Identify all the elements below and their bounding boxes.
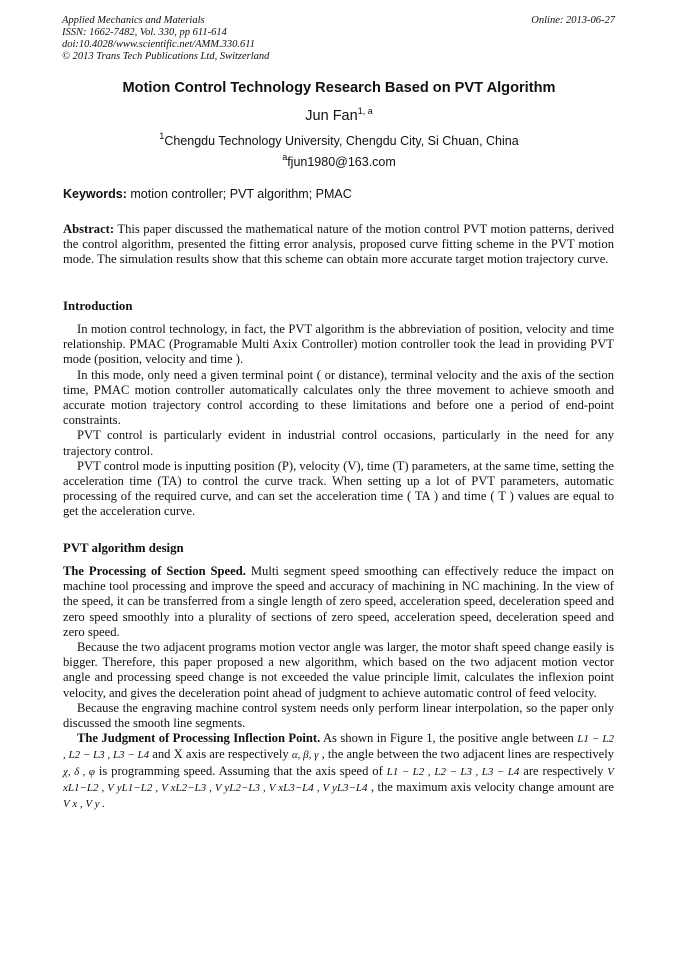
author-name: Jun Fan xyxy=(305,108,358,124)
intro-paragraph: In motion control technology, in fact, the PVT algorithm is the abbreviation of position, velocity and time relationship. PMAC (Programable Multi Axix Controller) motion controller took the lead in providing PVT mode (position, velocity and time ). xyxy=(63,322,614,367)
intro-paragraph: PVT control mode is inputting position (P), velocity (V), time (T) parameters, at the same time, setting the acceleration time (TA) to control the curve track. When setting up a lot of PVT parameters, automatic processing of the required curve, and can set the acceleration time ( TA ) and time ( T ) values are equal to get the acceleration curve. xyxy=(63,458,614,519)
design-paragraph: Because the two adjacent programs motion vector angle was larger, the motor shaft speed change easily is bigger. Therefore, this paper proposed a new algorithm, which based on the two adjacent motion vector angle and processing speed change is not exceeded the value principle limit, calculates the inflexion point velocity, and gives the deceleration point ahead of judgment to achieve automatic control of feed velocity. xyxy=(63,640,614,700)
math-adjacent-angles: χ, δ , φ xyxy=(63,765,95,778)
journal-header xyxy=(62,15,269,63)
design-paragraph: Because the engraving machine control system needs only perform linear interpolation, so the paper only discussed the smooth line segments. xyxy=(63,700,614,731)
subheading-section-speed: The Processing of Section Speed. xyxy=(63,564,246,578)
design-body xyxy=(63,564,614,812)
introduction-body xyxy=(63,322,614,520)
paper-title: Motion Control Technology Research Based on PVT Algorithm xyxy=(122,80,556,96)
keywords-label: Keywords: xyxy=(63,187,127,201)
design-paragraph: The Processing of Section Speed. Multi segment speed smoothing can effectively reduce the impact on machine tool processing and improve the speed and accuracy of machining in NC machining. In the view of the speed, it can be transferred from a single length of zero speed, acceleration speed, deceleration speed and zero speed smoothly into a plurality of sections of zero speed, acceleration speed, deceleration speed and zero speed. xyxy=(63,564,614,639)
affiliation-sup: 1 xyxy=(159,131,165,141)
introduction-heading: Introduction xyxy=(63,299,133,313)
abstract-label: Abstract: xyxy=(63,222,115,236)
math-vmax: V x , V y . xyxy=(63,798,106,811)
online-date: Online: 2013-06-27 xyxy=(531,15,615,26)
math-segments: L1 − L2 , L2 − L3 , L3 − L4 xyxy=(63,733,614,762)
affiliation-text: Chengdu Technology University, Chengdu City, Si Chuan, China xyxy=(164,134,519,148)
journal-name: Applied Mechanics and Materials xyxy=(62,15,205,26)
author-line xyxy=(0,106,678,124)
math-segment-l1l2: L1 − L2 , xyxy=(386,765,431,778)
issn-line: ISSN: 1662-7482, Vol. 330, pp 611-614 xyxy=(62,27,227,38)
intro-paragraph: In this mode, only need a given terminal point ( or distance), terminal velocity and the axis of the section time, PMAC motion controller automatically calculates only the three movement to achieve smooth and accurate motion trajectory control according to these limitations and before one a period of end-point constraints. xyxy=(63,367,614,428)
math-segment-rest: L2 − L3 , L3 − L4 xyxy=(434,765,520,778)
abstract-text: This paper discussed the mathematical nature of the motion control PVT motion patterns, derived the control algorithm, presented the fitting error analysis, proposed curve fitting scheme in the PVT motion mode. The simulation results show that this scheme can obtain more accurate target motion trajectory curve. xyxy=(63,222,614,267)
keywords xyxy=(63,187,352,201)
copyright-line: © 2013 Trans Tech Publications Ltd, Switzerland xyxy=(62,51,270,62)
design-paragraph: The Judgment of Processing Inflection Point. As shown in Figure 1, the positive angle between L1 − L2 , L2 − L3 , L3 − L4 and X axis are respectively α, β, γ , the angle between the two adjacent lines are respectively χ, δ , φ is programming speed. Assuming that the axis speed of L1 − L2 , L2 − L3 , L3 − L4 are respectively V xL1−L2 , V yL1−L2 , V xL2−L3 , V yL2−L3 , V xL3−L4 , V yL3−L4 , the maximum axis velocity change amount are V x , V y . xyxy=(63,731,614,811)
keywords-text: motion controller; PVT algorithm; PMAC xyxy=(126,187,352,201)
intro-paragraph: PVT control is particularly evident in industrial control occasions, particularly in the need for any trajectory control. xyxy=(63,428,614,458)
math-speeds: V xL1−L2 , V yL1−L2 , V xL2−L3 , V yL2−L3 , V xL3−L4 , V yL3−L4 xyxy=(63,765,614,794)
author-sup: 1, a xyxy=(357,106,373,116)
affiliation xyxy=(0,131,678,148)
subheading-inflection-point: The Judgment of Processing Inflection Point. xyxy=(77,731,321,746)
doi-line: doi:10.4028/www.scientific.net/AMM.330.611 xyxy=(62,39,255,50)
email-sup: a xyxy=(282,152,288,162)
email-address: fjun1980@163.com xyxy=(287,155,396,169)
design-heading: PVT algorithm design xyxy=(63,541,184,555)
email-line xyxy=(0,152,678,169)
math-angles: α, β, γ xyxy=(291,749,319,762)
abstract xyxy=(63,222,614,268)
